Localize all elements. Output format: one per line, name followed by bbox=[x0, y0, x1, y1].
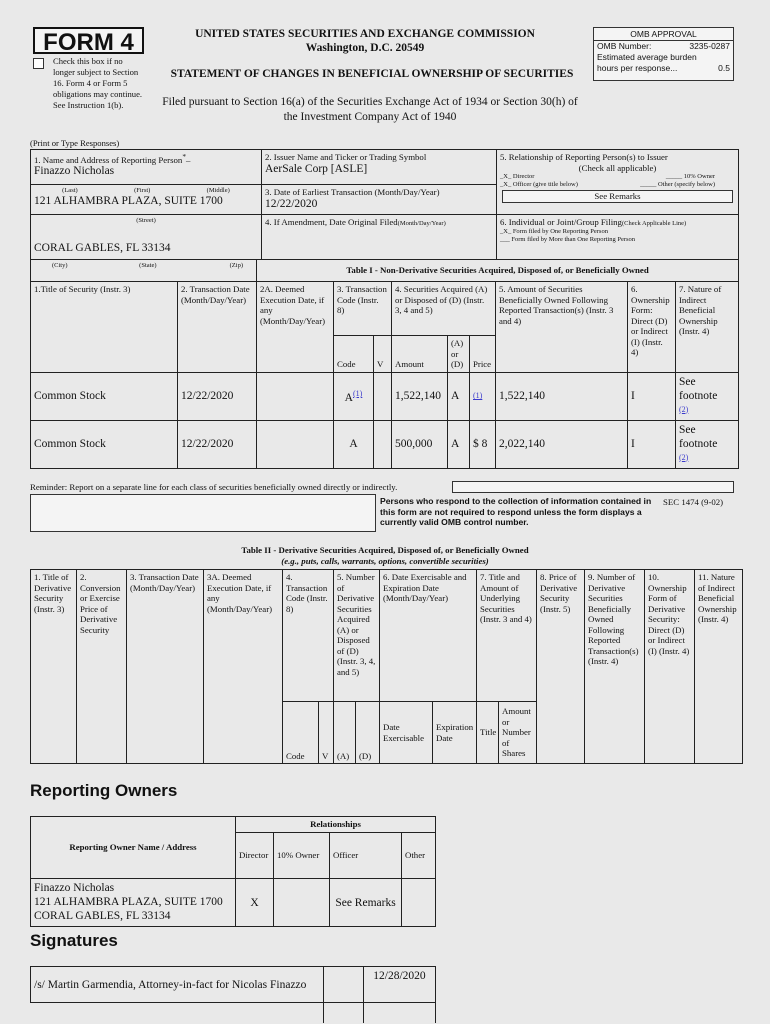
t1-r2-title: Common Stock bbox=[31, 420, 178, 468]
box1-name: 1. Name and Address of Reporting Person*– Finazzo Nicholas bbox=[31, 150, 262, 185]
table1-zip-cell bbox=[178, 260, 257, 282]
filed-line-1: Filed pursuant to Section 16(a) of the Securities Exchange Act of 1934 or Section 30(h) of bbox=[162, 96, 578, 108]
signature-empty-2 bbox=[324, 1003, 364, 1023]
box5-sub: (Check all applicable) bbox=[578, 162, 657, 173]
omb-approval-box bbox=[593, 27, 734, 81]
footnote-link[interactable]: (1) bbox=[352, 389, 363, 399]
t1-subheader-amount: Amount bbox=[392, 336, 448, 373]
respond-notice: Persons who respond to the collection of information contained in this form are not required to respond unless the form displays a currently valid OMB control number. bbox=[380, 496, 652, 527]
t1-r1-price bbox=[470, 372, 496, 420]
state-label: (State) bbox=[139, 262, 157, 269]
street-address: 121 ALHAMBRA PLAZA, SUITE 1700 bbox=[34, 195, 223, 207]
t1-r1-owned: 1,522,140 bbox=[496, 372, 628, 420]
print-note: (Print or Type Responses) bbox=[30, 138, 120, 148]
t1-r2-code bbox=[334, 420, 374, 468]
t2-subheader-d: (D) bbox=[356, 702, 380, 764]
t1-r1-code bbox=[334, 372, 374, 420]
last-label: (Last) bbox=[62, 187, 78, 194]
t1-r2-v bbox=[374, 420, 392, 468]
reminder-box bbox=[452, 481, 734, 493]
first-label: (First) bbox=[134, 187, 151, 194]
box2-label: 2. Issuer Name and Ticker or Trading Symbol bbox=[265, 152, 427, 162]
director-header: Director bbox=[236, 833, 274, 879]
signer-name: /s/ Martin Garmendia, Attorney-in-fact for Nicolas Finazzo bbox=[31, 967, 324, 1003]
t1-r2-code-value: A bbox=[349, 438, 358, 450]
t2-header-conversion: 2. Conversion or Exercise Price of Derivative Security bbox=[77, 570, 127, 764]
t1-r2-nature bbox=[676, 420, 739, 468]
owner-city: CORAL GABLES, FL 33134 bbox=[34, 910, 171, 922]
other-header: Other bbox=[402, 833, 436, 879]
t2-header-code: 4. Transaction Code (Instr. 8) bbox=[283, 570, 334, 702]
box3-date bbox=[262, 185, 497, 215]
signatures-heading: Signatures bbox=[30, 931, 118, 950]
agency-name: UNITED STATES SECURITIES AND EXCHANGE COMMISSION bbox=[195, 28, 535, 40]
t1-r1-form: I bbox=[628, 372, 676, 420]
box1-label: 1. Name and Address of Reporting Person bbox=[34, 154, 183, 165]
agency-heading bbox=[160, 27, 570, 55]
omb-title: OMB APPROVAL bbox=[594, 28, 733, 41]
statement-title: STATEMENT OF CHANGES IN BENEFICIAL OWNERSHIP OF SECURITIES bbox=[170, 68, 574, 80]
t1-r1-title: Common Stock bbox=[31, 372, 178, 420]
box6-label: 6. Individual or Joint/Group Filing bbox=[500, 217, 622, 227]
t1-r1-v bbox=[374, 372, 392, 420]
t1-r2-a-or-d: A bbox=[448, 420, 470, 468]
owner10-check: _____ 10% Owner bbox=[665, 173, 715, 180]
t1-r2-owned: 2,022,140 bbox=[496, 420, 628, 468]
box4-label: 4. If Amendment, Date Original Filed bbox=[265, 217, 398, 227]
t1-header-date: 2. Transaction Date (Month/Day/Year) bbox=[178, 282, 257, 373]
owner-officer-value: See Remarks bbox=[330, 879, 402, 927]
issuer-name: AerSale Corp [ASLE] bbox=[265, 162, 368, 175]
table2-title: Table II - Derivative Securities Acquired, Disposed of, or Beneficially Owned bbox=[241, 545, 529, 555]
owner-street: 121 ALHAMBRA PLAZA, SUITE 1700 bbox=[34, 896, 223, 908]
t1-r2-deemed bbox=[257, 420, 334, 468]
city-state-zip: CORAL GABLES, FL 33134 bbox=[34, 242, 171, 254]
box5-relationship bbox=[497, 150, 739, 215]
owner-other-value bbox=[402, 879, 436, 927]
t1-r2-price: $ 8 bbox=[470, 420, 496, 468]
filing-more-persons: ___ Form filed by More than One Reporting Person bbox=[500, 236, 636, 243]
t2-header-ownership-form: 10. Ownership Form of Derivative Security: Direct (D) or Indirect (I) (Instr. 4) bbox=[645, 570, 695, 764]
filed-pursuant bbox=[150, 95, 590, 125]
table-row bbox=[31, 879, 436, 927]
box1-street bbox=[31, 185, 262, 215]
box6-filing bbox=[497, 215, 739, 260]
earliest-transaction-date: 12/22/2020 bbox=[265, 197, 318, 210]
signature-empty-3 bbox=[364, 1003, 436, 1023]
form-title: FORM 4 bbox=[33, 27, 144, 54]
t2-subheader-code: Code bbox=[283, 702, 319, 764]
t2-header-underlying: 7. Title and Amount of Underlying Securities (Instr. 3 and 4) bbox=[477, 570, 537, 702]
owner10-header: 10% Owner bbox=[274, 833, 330, 879]
signature-spacer bbox=[324, 967, 364, 1003]
signature-empty-1 bbox=[31, 1003, 324, 1023]
omb-number-label: OMB Number: bbox=[597, 41, 652, 51]
box4-sub: (Month/Day/Year) bbox=[397, 220, 446, 227]
box1-city bbox=[31, 215, 262, 260]
t1-subheader-a-or-d: (A) or (D) bbox=[448, 336, 470, 373]
t2-header-exercisable: 6. Date Exercisable and Expiration Date (Month/Day/Year) bbox=[380, 570, 477, 702]
table-row bbox=[31, 420, 739, 468]
omb-burden-label: Estimated average burden bbox=[597, 52, 697, 62]
checkbox-label: Check this box if no longer subject to Section 16. Form 4 or Form 5 obligations may continue. See Instruction 1(b). bbox=[53, 56, 143, 110]
relationships-header: Relationships bbox=[236, 817, 436, 833]
sec-form-number: SEC 1474 (9-02) bbox=[663, 497, 724, 507]
t1-header-ownership-form: 6. Ownership Form: Direct (D) or Indirect (I) (Instr. 4) bbox=[628, 282, 676, 373]
t1-header-deemed: 2A. Deemed Execution Date, if any (Month/Day/Year) bbox=[257, 282, 334, 373]
t2-subheader-a: (A) bbox=[334, 702, 356, 764]
table2-subtitle: (e.g., puts, calls, warrants, options, convertible securities) bbox=[281, 556, 489, 566]
footnote-link[interactable]: (2) bbox=[679, 404, 689, 414]
t2-header-deemed: 3A. Deemed Execution Date, if any (Month/Day/Year) bbox=[204, 570, 283, 764]
box1-footnote-star: * bbox=[182, 152, 186, 161]
t1-subheader-code: Code bbox=[334, 336, 374, 373]
table1-title: Table I - Non-Derivative Securities Acquired, Disposed of, or Beneficially Owned bbox=[257, 260, 739, 282]
t1-header-nature: 7. Nature of Indirect Beneficial Ownership (Instr. 4) bbox=[676, 282, 739, 373]
footnote-link[interactable]: (1) bbox=[473, 391, 483, 401]
t2-header-number: 5. Number of Derivative Securities Acquired (A) or Disposed of (D) (Instr. 3, 4, and 5) bbox=[334, 570, 380, 702]
box4-amendment bbox=[262, 215, 497, 260]
blank-box bbox=[30, 494, 376, 532]
middle-label: (Middle) bbox=[206, 187, 230, 194]
t1-r1-deemed bbox=[257, 372, 334, 420]
t2-header-nature: 11. Nature of Indirect Beneficial Ownership (Instr. 4) bbox=[695, 570, 743, 764]
table2-heading bbox=[30, 545, 740, 567]
box6-sub: (Check Applicable Line) bbox=[621, 220, 687, 227]
t2-subheader-expiration: Expiration Date bbox=[433, 702, 477, 764]
t1-r2-form: I bbox=[628, 420, 676, 468]
box3-label: 3. Date of Earliest Transaction (Month/Day/Year) bbox=[265, 187, 440, 197]
omb-number-value: 3235-0287 bbox=[689, 41, 730, 51]
officer-check: _X_ Officer (give title below) bbox=[500, 181, 578, 188]
t1-header-code: 3. Transaction Code (Instr. 8) bbox=[334, 282, 392, 336]
zip-label: (Zip) bbox=[229, 262, 243, 269]
t2-header-number-owned: 9. Number of Derivative Securities Beneficially Owned Following Reported Transaction(s) (Instr. 4) bbox=[585, 570, 645, 764]
t1-subheader-v: V bbox=[374, 336, 392, 373]
owner-director-value: X bbox=[236, 879, 274, 927]
t1-r1-amount: 1,522,140 bbox=[392, 372, 448, 420]
omb-hours-value: 0.5 bbox=[718, 63, 730, 73]
table-row bbox=[31, 372, 739, 420]
other-check: _____ Other (specify below) bbox=[640, 181, 715, 188]
owner-name: Finazzo Nicholas bbox=[34, 882, 115, 894]
box2-issuer bbox=[262, 150, 497, 185]
box5-label: 5. Relationship of Reporting Person(s) to Issuer bbox=[500, 152, 668, 162]
t1-header-title: 1.Title of Security (Instr. 3) bbox=[31, 282, 178, 373]
reporting-owners-heading: Reporting Owners bbox=[30, 781, 178, 800]
t1-header-amount-owned: 5. Amount of Securities Beneficially Owned Following Reported Transaction(s) (Instr. 3 and 4) bbox=[496, 282, 628, 373]
t2-header-price: 8. Price of Derivative Security (Instr. 5) bbox=[537, 570, 585, 764]
reporting-person-name: Finazzo Nicholas bbox=[34, 165, 115, 178]
t2-header-title: 1. Title of Derivative Security (Instr. 3) bbox=[31, 570, 77, 764]
owner-address bbox=[31, 879, 236, 927]
t1-r1-code-value: A bbox=[344, 391, 353, 404]
officer-header: Officer bbox=[330, 833, 402, 879]
t2-subheader-amount: Amount or Number of Shares bbox=[499, 702, 537, 764]
t1-r1-nature-text: See footnote bbox=[679, 375, 718, 402]
street-label: (Street) bbox=[136, 217, 156, 224]
t2-subheader-title: Title bbox=[477, 702, 499, 764]
t2-header-date: 3. Transaction Date (Month/Day/Year) bbox=[127, 570, 204, 764]
t1-header-securities: 4. Securities Acquired (A) or Disposed of (D) (Instr. 3, 4 and 5) bbox=[392, 282, 496, 336]
t1-r1-date: 12/22/2020 bbox=[178, 372, 257, 420]
officer-title: See Remarks bbox=[502, 190, 733, 203]
omb-hours-label: hours per response... bbox=[597, 63, 678, 73]
t1-subheader-price: Price bbox=[470, 336, 496, 373]
t1-r2-date: 12/22/2020 bbox=[178, 420, 257, 468]
reminder-text: Reminder: Report on a separate line for each class of securities beneficially owned directly or indirectly. bbox=[30, 482, 398, 492]
footnote-link[interactable]: (2) bbox=[679, 452, 689, 462]
t1-r1-a-or-d: A bbox=[448, 372, 470, 420]
owner-name-header: Reporting Owner Name / Address bbox=[31, 817, 236, 879]
t2-subheader-date-exercisable: Date Exercisable bbox=[380, 702, 433, 764]
director-check: _X_ Director bbox=[500, 173, 535, 180]
agency-location: Washington, D.C. 20549 bbox=[305, 42, 425, 54]
t1-r2-nature-text: See footnote bbox=[679, 423, 718, 450]
filed-line-2: the Investment Company Act of 1940 bbox=[283, 111, 457, 123]
filing-one-person: _X_ Form filed by One Reporting Person bbox=[500, 228, 608, 235]
owner-10pct-value bbox=[274, 879, 330, 927]
t2-subheader-v: V bbox=[319, 702, 334, 764]
no-longer-subject-checkbox[interactable] bbox=[33, 58, 44, 69]
t1-r2-amount: 500,000 bbox=[392, 420, 448, 468]
signature-date: 12/28/2020 bbox=[364, 967, 436, 1003]
t1-r1-nature bbox=[676, 372, 739, 420]
table1-city-cell bbox=[31, 260, 178, 282]
city-label: (City) bbox=[52, 262, 68, 269]
